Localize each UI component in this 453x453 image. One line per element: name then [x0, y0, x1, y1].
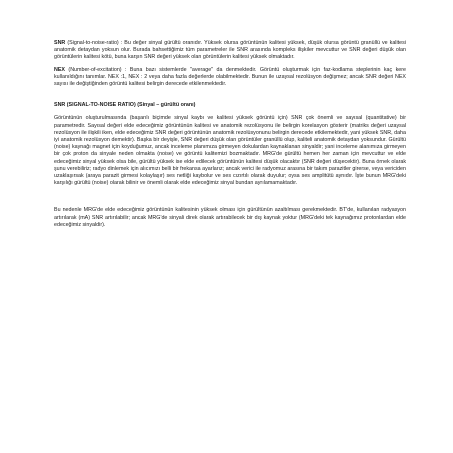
document-page — [54, 40, 406, 229]
nex-definition-text: (Number-of-excitation) : Buna bazı sistemlerde "average" da denmektedir. Görüntü oluşturmak için faz-kodlama steplerinin kaç kere kullanıldığını tanımlar. NEX :1, NEX : 2 veya daha fazla değerlerde olabilmektedir. Bunun ile uzaysal rezolüsyon değişmez; ancak SNR değeri NEX sayısı ile değiştiğinden görüntü kalitesi belirgin derecede etkilenmektedir. — [54, 66, 406, 88]
nex-term: NEX — [54, 66, 65, 73]
snr-definition-paragraph — [54, 40, 406, 62]
closing-paragraph: Bu nedenle MRG'de elde edeceğimiz görüntünün kalitesinin yüksek olması için gürültünün azaltılması gerekmektedir. BT'de, kullanılan radyasyon artırılarak (mA) SNR artırılabilir; ancak MRG'de sinyali direk olarak artırabilecek bir dış kaynak yoktur (MRG'deki tek kaynağımız protonlardan elde edeceğimiz sinyaldir). — [54, 207, 406, 228]
nex-definition-paragraph — [54, 67, 406, 89]
section-heading: SNR (SIGNAL-TO-NOISE RATIO) (Sinyal – gürültü oranı) — [54, 102, 196, 109]
snr-definition-text: (Signal-to-noise-ratio) : Bu değer sinyal gürültü oranıdır. Yüksek olursa görüntünün kalitesi yüksek, düşük olursa görüntü granüllü ve kalitesi anatomik detaydan yoksun olur. Burada bahsettiğimiz tüm parametreler ile SNR arasında kompleks ilişkiler mevcuttur ve SNR değeri düşük olan görüntülerin kalitesi kötü, buna karşın SNR değeri yüksek olan görüntülerin kalitesi yüksek olmaktadır. — [54, 40, 406, 61]
section-body-paragraph: Görüntünün oluşturulmasında (başarılı biçimde sinyal kaybı ve kalitesi yüksek görüntü için) SNR çok önemli ve sayısal (quantitative) bir parametredir. Sayısal değeri elde edeceğimiz görüntünün kalitesi ve anatomik rezolüsyonu ile belirgin korelasyon gösterir (matriks değeri uzaysal rezolüsyon ile ilişkili iken, elde edeceğimiz SNR değeri görüntünün anatomik rezolüsyonunu belirgin derecede etkilemektedir, yani yüksek SNR, daha iyi anatomik rezolüsyon demektir). Başka bir deyişle, SNR değeri düşük olan görüntüler granüllü olup, kaliteli anatomik detaydan yoksundur. Gürültü (noise) kaynağı magnet için koyduğumuz, ancak inceleme planımıza girmeyen dokulardan kaynaklanan sinyaldir; yani inceleme alanımıza girmeyen bir çok proton da sinyale neden olmakta (noise) ve görüntü kalitemizi bozmaktadır. MRG'de gürültü hemen her zaman için mevcuttur ve elde edeceğimiz sinyal yüksek olsa bile, gürültü yüksek ise elde edilecek görüntünün kalitesi düşük olacaktır (SNR değeri düşecektir). Buna örnek olarak şunu verebiliriz; radyo dinlemek için alıcımızı belli bir frekansa ayarlarız; ancak verici ile radyomuz arasına bir takım parazitler girerse, veya vericiden uzaklaşırsak (araya parazit girmesi kolaylaşır) ses netliği kaybolur ve ses cızırtılı olarak duyulur; oysa ses amplitütü aynıdır. İşte bunun MRG'deki karşılığı gürültü (noise) olarak bilinir ve önemli olarak elde edeceğimiz sinyal bundan ayrılamamaktadır. — [54, 115, 406, 187]
snr-term: SNR — [54, 40, 66, 46]
